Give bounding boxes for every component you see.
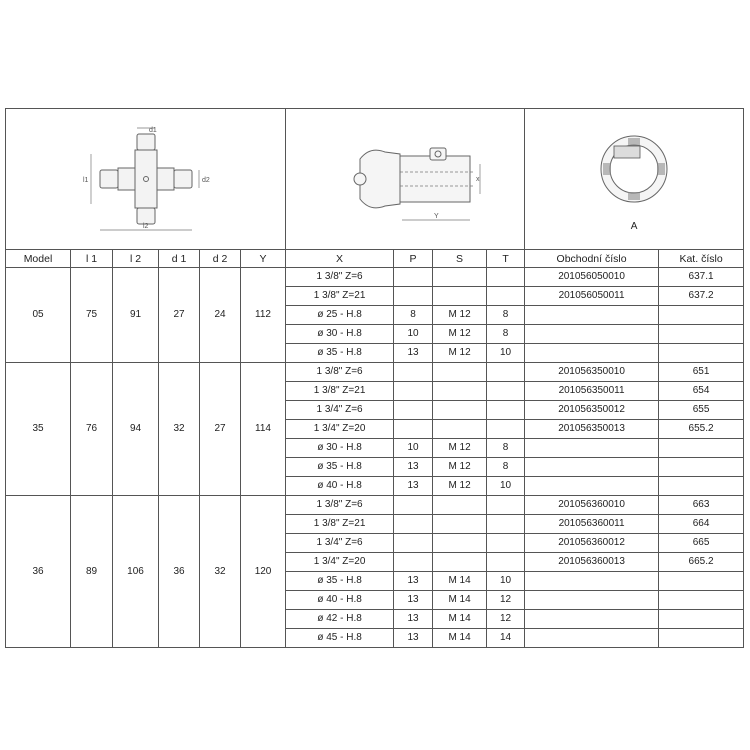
cell-s: M 12 <box>433 458 487 477</box>
cell-s <box>433 287 487 306</box>
cell-s: M 12 <box>433 325 487 344</box>
header-d1: d 1 <box>159 250 200 268</box>
cell-t: 8 <box>487 439 525 458</box>
label-l2: l2 <box>142 223 148 230</box>
cell-t <box>487 496 525 515</box>
label-y: Y <box>434 213 439 220</box>
cross-joint-drawing <box>6 109 286 250</box>
cell-x: ø 35 - H.8 <box>286 344 394 363</box>
cell-cat <box>659 610 744 629</box>
spline-drawing <box>525 109 744 250</box>
cell-cat <box>659 344 744 363</box>
header-x: X <box>286 250 394 268</box>
cell-p: 13 <box>394 629 433 648</box>
header-order-number: Obchodní číslo <box>525 250 659 268</box>
cell-d1: 36 <box>159 496 200 648</box>
cell-p <box>394 268 433 287</box>
cell-p <box>394 534 433 553</box>
cell-p <box>394 496 433 515</box>
cell-model: 36 <box>6 496 71 648</box>
cell-cat: 665.2 <box>659 553 744 572</box>
header-l2: l 2 <box>113 250 159 268</box>
cell-x: 1 3/8" Z=6 <box>286 268 394 287</box>
cell-p: 13 <box>394 477 433 496</box>
cell-order <box>525 344 659 363</box>
label-x: x <box>476 176 480 183</box>
cell-cat <box>659 477 744 496</box>
cell-order: 201056350011 <box>525 382 659 401</box>
spline-profile-icon <box>574 124 694 234</box>
header-s: S <box>433 250 487 268</box>
cell-model: 35 <box>6 363 71 496</box>
cell-order <box>525 458 659 477</box>
cell-x: ø 45 - H.8 <box>286 629 394 648</box>
cell-cat <box>659 458 744 477</box>
header-t: T <box>487 250 525 268</box>
cell-cat: 654 <box>659 382 744 401</box>
cell-t: 10 <box>487 344 525 363</box>
cell-y: 114 <box>241 363 286 496</box>
cell-y: 120 <box>241 496 286 648</box>
cell-order <box>525 591 659 610</box>
cell-order: 201056360012 <box>525 534 659 553</box>
cell-s <box>433 268 487 287</box>
cell-t: 8 <box>487 306 525 325</box>
cell-l1: 76 <box>71 363 113 496</box>
cell-t <box>487 553 525 572</box>
cell-x: ø 42 - H.8 <box>286 610 394 629</box>
cell-order: 201056350013 <box>525 420 659 439</box>
spline-caption: A <box>630 221 638 232</box>
label-l1: l1 <box>82 177 88 184</box>
cell-x: 1 3/8" Z=21 <box>286 515 394 534</box>
cell-s <box>433 363 487 382</box>
cell-x: ø 30 - H.8 <box>286 439 394 458</box>
cell-t <box>487 287 525 306</box>
cell-order <box>525 306 659 325</box>
cell-cat: 655.2 <box>659 420 744 439</box>
table-row <box>6 363 744 382</box>
cell-s: M 14 <box>433 591 487 610</box>
cell-l1: 75 <box>71 268 113 363</box>
cell-d1: 32 <box>159 363 200 496</box>
cell-order <box>525 477 659 496</box>
cell-cat <box>659 325 744 344</box>
cell-s <box>433 496 487 515</box>
cell-t <box>487 382 525 401</box>
cell-p <box>394 363 433 382</box>
cell-p <box>394 553 433 572</box>
cell-order <box>525 629 659 648</box>
cell-s: M 12 <box>433 439 487 458</box>
yoke-drawing <box>286 109 525 250</box>
cell-cat: 665 <box>659 534 744 553</box>
cell-t <box>487 268 525 287</box>
cell-d2: 24 <box>200 268 241 363</box>
cell-t: 10 <box>487 572 525 591</box>
cell-cat: 651 <box>659 363 744 382</box>
header-p: P <box>394 250 433 268</box>
cell-cat <box>659 572 744 591</box>
cell-s: M 14 <box>433 572 487 591</box>
cell-order: 201056360013 <box>525 553 659 572</box>
header-catalog-number: Kat. číslo <box>659 250 744 268</box>
cell-s <box>433 515 487 534</box>
cell-p: 13 <box>394 591 433 610</box>
cell-y: 112 <box>241 268 286 363</box>
cell-order: 201056360011 <box>525 515 659 534</box>
cell-cat: 664 <box>659 515 744 534</box>
table-row <box>6 496 744 515</box>
cell-p: 10 <box>394 439 433 458</box>
cell-cat <box>659 306 744 325</box>
cell-t: 10 <box>487 477 525 496</box>
cell-cat: 637.2 <box>659 287 744 306</box>
cell-t: 12 <box>487 610 525 629</box>
cell-l1: 89 <box>71 496 113 648</box>
drawing-row <box>6 109 744 250</box>
cell-s: M 14 <box>433 629 487 648</box>
spec-table <box>5 108 744 648</box>
cell-p: 13 <box>394 344 433 363</box>
cell-d2: 27 <box>200 363 241 496</box>
cell-t <box>487 534 525 553</box>
cell-order <box>525 572 659 591</box>
cell-x: ø 35 - H.8 <box>286 458 394 477</box>
cell-x: 1 3/4" Z=6 <box>286 401 394 420</box>
cell-l2: 106 <box>113 496 159 648</box>
header-d2: d 2 <box>200 250 241 268</box>
cell-s: M 12 <box>433 306 487 325</box>
table-row <box>6 268 744 287</box>
cell-x: 1 3/8" Z=21 <box>286 382 394 401</box>
cell-s <box>433 553 487 572</box>
cell-t <box>487 401 525 420</box>
cell-order: 201056360010 <box>525 496 659 515</box>
cell-s <box>433 401 487 420</box>
cell-order <box>525 610 659 629</box>
cell-d1: 27 <box>159 268 200 363</box>
cell-p: 13 <box>394 572 433 591</box>
cell-model: 05 <box>6 268 71 363</box>
cell-s <box>433 420 487 439</box>
header-row <box>6 250 744 268</box>
header-l1: l 1 <box>71 250 113 268</box>
cell-x: ø 40 - H.8 <box>286 591 394 610</box>
cell-t: 8 <box>487 325 525 344</box>
cell-p <box>394 420 433 439</box>
cell-p <box>394 287 433 306</box>
cell-order: 201056350012 <box>525 401 659 420</box>
cell-p <box>394 401 433 420</box>
cell-s: M 12 <box>433 477 487 496</box>
cell-x: ø 30 - H.8 <box>286 325 394 344</box>
cell-x: ø 25 - H.8 <box>286 306 394 325</box>
cell-x: 1 3/8" Z=6 <box>286 496 394 515</box>
cell-cat <box>659 439 744 458</box>
cell-order: 201056050010 <box>525 268 659 287</box>
cell-x: 1 3/8" Z=6 <box>286 363 394 382</box>
label-d2: d2 <box>201 177 210 184</box>
cell-s: M 12 <box>433 344 487 363</box>
header-y: Y <box>241 250 286 268</box>
cell-t <box>487 363 525 382</box>
cell-order <box>525 325 659 344</box>
cell-t: 12 <box>487 591 525 610</box>
cell-cat: 637.1 <box>659 268 744 287</box>
cell-d2: 32 <box>200 496 241 648</box>
cell-cat: 655 <box>659 401 744 420</box>
cell-x: 1 3/8" Z=21 <box>286 287 394 306</box>
cell-x: ø 35 - H.8 <box>286 572 394 591</box>
cell-x: 1 3/4" Z=20 <box>286 420 394 439</box>
cell-s <box>433 382 487 401</box>
cell-l2: 94 <box>113 363 159 496</box>
cell-x: 1 3/4" Z=6 <box>286 534 394 553</box>
cell-t <box>487 515 525 534</box>
cell-order: 201056350010 <box>525 363 659 382</box>
cell-p: 10 <box>394 325 433 344</box>
cell-cat <box>659 591 744 610</box>
cell-p: 13 <box>394 610 433 629</box>
cell-t: 14 <box>487 629 525 648</box>
cell-order <box>525 439 659 458</box>
cell-cat: 663 <box>659 496 744 515</box>
cell-x: 1 3/4" Z=20 <box>286 553 394 572</box>
cell-s: M 14 <box>433 610 487 629</box>
cell-l2: 91 <box>113 268 159 363</box>
cell-p <box>394 382 433 401</box>
cell-order: 201056050011 <box>525 287 659 306</box>
cross-joint-icon <box>71 124 221 234</box>
cell-p: 13 <box>394 458 433 477</box>
cell-t: 8 <box>487 458 525 477</box>
cell-p <box>394 515 433 534</box>
header-model: Model <box>6 250 71 268</box>
label-d1: d1 <box>148 127 157 134</box>
spec-sheet <box>5 108 743 641</box>
cell-s <box>433 534 487 553</box>
cell-t <box>487 420 525 439</box>
cell-p: 8 <box>394 306 433 325</box>
cell-cat <box>659 629 744 648</box>
yoke-icon <box>290 124 520 234</box>
cell-x: ø 40 - H.8 <box>286 477 394 496</box>
